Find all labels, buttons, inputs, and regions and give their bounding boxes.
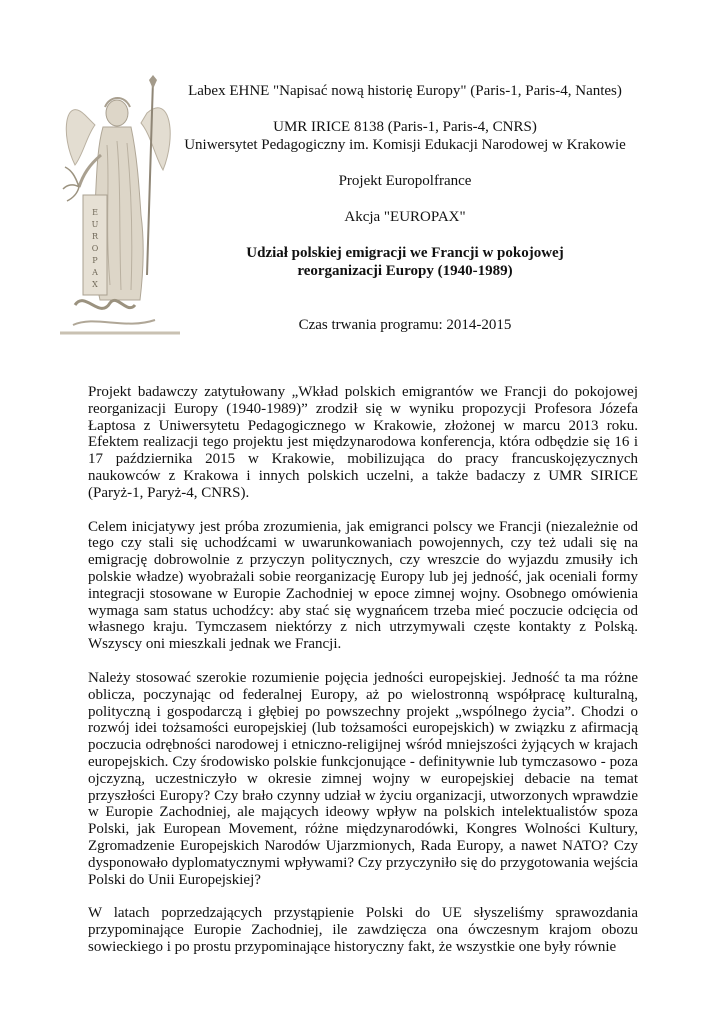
svg-text:P: P	[92, 256, 98, 265]
project-line: Projekt Europolfrance	[338, 173, 472, 189]
paragraph-1: Projekt badawczy zatytułowany „Wkład polskich emigrantów we Francji do pokojowej reorganizacji Europy (1940-1989)” zrodził się w wyniku propozycji Profesora Józefa Łaptosa z Uniwersytetu Pedagogicznego w Krakowie, złożonej w marcu 2013 roku. Efektem realizacji tego projektu jest międzynarodowa konferencja, która odbędzie się 16 i 17 października 2015 w Krakowie, mobilizująca do pracy francuskojęzycznych naukowców z Krakowa i innych polskich uczelni, a także badaczy z UMR SIRICE (Paryż-1, Paryż-4, CNRS).	[88, 384, 638, 501]
document-header	[180, 82, 630, 334]
document-title-line-2: reorganizacji Europy (1940-1989)	[297, 263, 513, 279]
university-line: Uniwersytet Pedagogiczny im. Komisji Edukacji Narodowej w Krakowie	[184, 137, 626, 153]
document-body	[88, 384, 638, 973]
program-duration: Czas trwania programu: 2014-2015	[298, 317, 512, 333]
document-title-line-1: Udział polskiej emigracji we Francji w pokojowej	[246, 245, 564, 261]
paragraph-3: Należy stosować szerokie rozumienie pojęcia jedności europejskiej. Jedność ta ma różne oblicza, poczynając od federalnej Europy, aż po wielostronną współpracę kulturalną, polityczną i gospodarczą i głębiej po powszechny projekt „wspólnego życia”. Chodzi o rozwój idei tożsamości europejskiej (lub tożsamości europejskich) w związku z afirmacją poczucia odrębności narodowej i etniczno-religijnej wśród mniejszości żyjących w krajach europejskich. Czy środowisko polskie funkcjonujące - definitywnie lub tymczasowo - poza ojczyzną, uczestniczyło w okresie zimnej wojny w europejskiej debacie na temat przyszłości Europy? Czy brało czynny udział w życiu organizacji, utworzonych wprawdzie w Europie Zachodniej, ale mających ideowy wpływ na polskich intelektualistów spoza Polski, jak European Movement, różne międzynarodówki, Kongres Wolności Kultury, Zgromadzenie Europejskich Narodów Ujarzmionych, Rada Europy, a nawet NATO? Czy dysponowało dyplomatycznymi wpływami? Czy przyczyniło się do przygotowania wejścia Polski do Unii Europejskiej?	[88, 669, 638, 888]
paragraph-2: Celem inicjatywy jest próba zrozumienia, jak emigranci polscy we Francji (niezależnie od tego czy stali się uchodźcami w uwarunkowaniach powojennych, czy też udali się na emigrację dobrowolnie z przyczyn politycznych, czy wreszcie do wyjazdu zmusiły ich polskie władze) wyobrażali sobie reorganizację Europy lub jej jedność, jak oceniali formy integracji stosowane w Europie Zachodniej w epoce zimnej wojny. Osobnego omówienia wymaga sam status uchodźcy: aby stać się wygnańcem trzeba mieć poczucie odcięcia od własnego kraju. Tymczasem niektórzy z nich utrzymywali częste kontakty z Polską. Wszyscy oni mieszkali jednak we Francji.	[88, 518, 638, 653]
svg-text:R: R	[91, 232, 99, 241]
svg-text:U: U	[91, 220, 99, 229]
svg-text:O: O	[91, 244, 99, 253]
labex-line: Labex EHNE "Napisać nową historię Europy" (Paris-1, Paris-4, Nantes)	[188, 83, 622, 99]
svg-text:X: X	[92, 280, 98, 289]
paragraph-4: W latach poprzedzających przystąpienie Polski do UE słyszeliśmy sprawozdania przypominające Europie Zachodniej, ile zawdzięcza ona ówczesnym krajom obozu sowieckiego i po prostu przypominające historyczny fakt, że wszystkie one były równie	[88, 905, 638, 955]
svg-text:E: E	[92, 208, 98, 217]
svg-text:A: A	[92, 268, 98, 277]
umr-line: UMR IRICE 8138 (Paris-1, Paris-4, CNRS)	[273, 119, 537, 135]
europax-statue-logo	[55, 75, 185, 337]
action-line: Akcja "EUROPAX"	[344, 209, 466, 225]
